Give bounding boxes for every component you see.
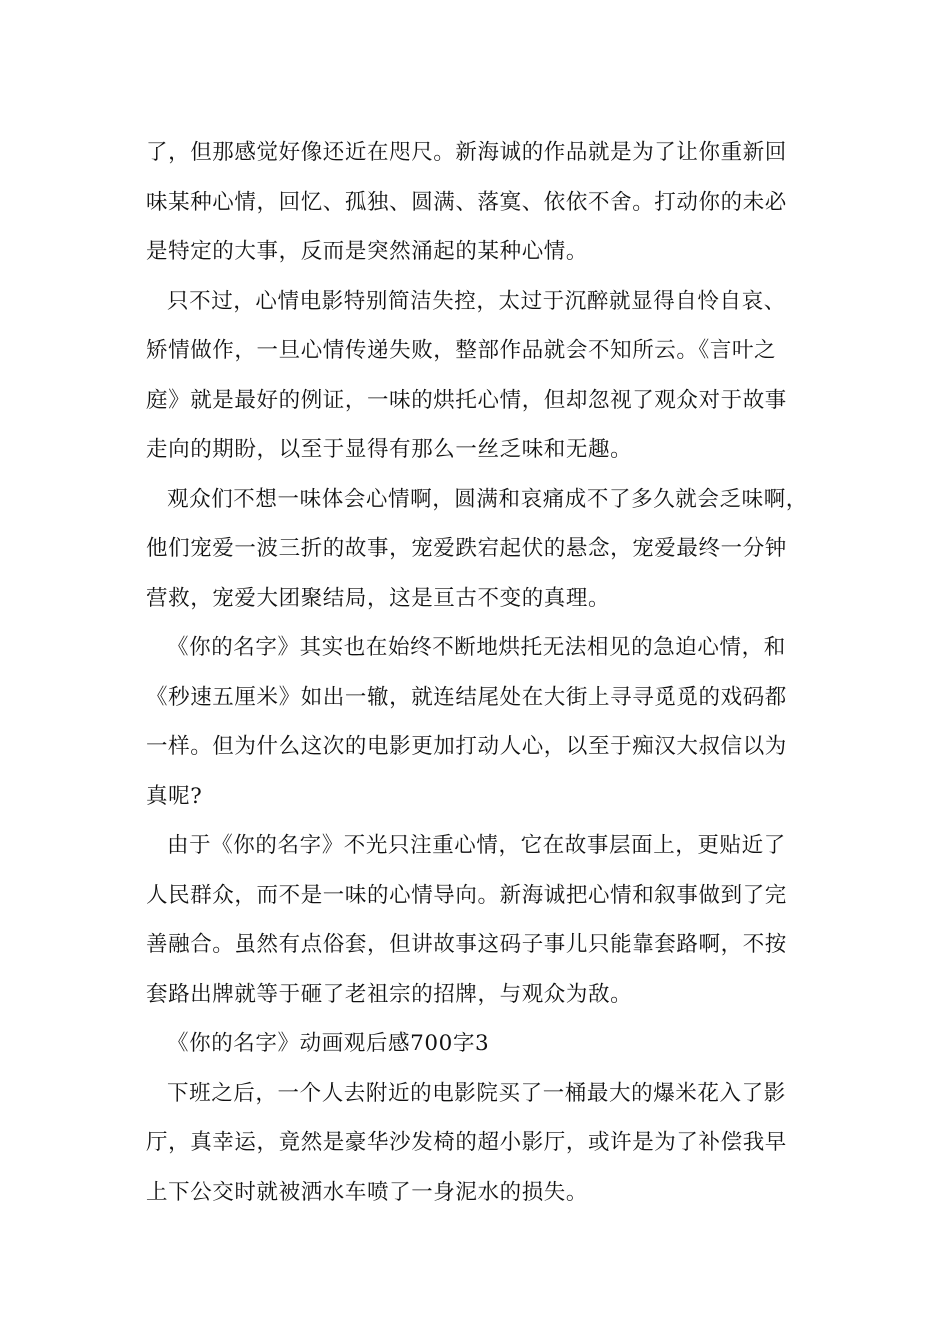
- text-line: 了，但那感觉好像还近在咫尺。新海诚的作品就是为了让你重新回: [146, 140, 787, 165]
- text-line: 矫情做作，一旦心情传递失败，整部作品就会不知所云。《言叶之: [146, 338, 777, 363]
- text-line: 他们宠爱一波三折的故事，宠爱跌宕起伏的悬念，宠爱最终一分钟: [146, 536, 787, 561]
- text-line: 走向的期盼，以至于显得有那么一丝乏味和无趣。: [146, 437, 633, 462]
- paragraph-3: [146, 475, 814, 624]
- paragraph-1: [146, 128, 814, 277]
- heading-line: 《你的名字》动画观后感700字3: [167, 1031, 490, 1056]
- text-line: 由于《你的名字》不光只注重心情，它在故事层面上，更贴近了: [167, 833, 786, 858]
- text-line: 《秒速五厘米》如出一辙，就连结尾处在大街上寻寻觅觅的戏码都: [146, 684, 787, 710]
- paragraph-5: [146, 821, 814, 1019]
- text-line: 善融合。虽然有点俗套，但讲故事这码子事儿只能靠套路啊，不按: [146, 932, 787, 957]
- paragraph-6: [146, 1069, 814, 1218]
- document-body: [146, 128, 814, 1217]
- text-line: 观众们不想一味体会心情啊，圆满和哀痛成不了多久就会乏味啊，: [167, 486, 808, 512]
- text-line: 味某种心情，回忆、孤独、圆满、落寞、依依不舍。打动你的未必: [146, 189, 787, 215]
- text-line: 上下公交时就被洒水车喷了一身泥水的损失。: [146, 1179, 589, 1205]
- text-line: 人民群众，而不是一味的心情导向。新海诚把心情和叙事做到了完: [146, 882, 787, 908]
- paragraph-4: [146, 623, 814, 821]
- text-line: 营救，宠爱大团聚结局，这是亘古不变的真理。: [146, 585, 611, 611]
- text-line: 庭》就是最好的例证，一味的烘托心情，但却忽视了观众对于故事: [146, 387, 787, 413]
- paragraph-2: [146, 277, 814, 475]
- text-line: 一样。但为什么这次的电影更加打动人心，以至于痴汉大叔信以为: [146, 734, 787, 759]
- text-line: 只不过，心情电影特别简洁失控，太过于沉醉就显得自怜自哀、: [167, 288, 786, 314]
- text-line: 下班之后，一个人去附近的电影院买了一桶最大的爆米花入了影: [167, 1080, 786, 1106]
- section-heading: [146, 1019, 814, 1069]
- text-line: 真呢?: [146, 783, 203, 809]
- text-line: 厅，真幸运，竟然是豪华沙发椅的超小影厅，或许是为了补偿我早: [146, 1130, 787, 1155]
- text-line: 《你的名字》其实也在始终不断地烘托无法相见的急迫心情，和: [167, 635, 786, 660]
- text-line: 是特定的大事，反而是突然涌起的某种心情。: [146, 239, 589, 264]
- text-line: 套路出牌就等于砸了老祖宗的招牌，与观众为敌。: [146, 981, 633, 1007]
